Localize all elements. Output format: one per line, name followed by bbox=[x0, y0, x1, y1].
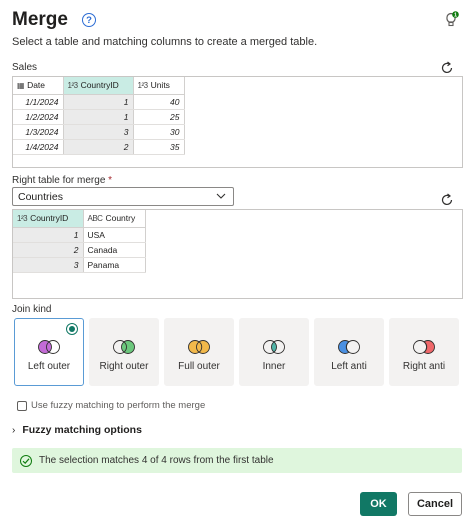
refresh-left-icon[interactable] bbox=[440, 61, 454, 75]
right-table-header-row bbox=[13, 210, 145, 227]
venn-inner-icon bbox=[262, 339, 286, 355]
refresh-right-icon[interactable] bbox=[440, 193, 454, 207]
cell-date: 1/4/2024 bbox=[13, 139, 63, 154]
ok-button[interactable]: OK bbox=[360, 492, 397, 516]
cell-country: Panama bbox=[83, 257, 145, 272]
join-option-label: Left anti bbox=[331, 361, 367, 372]
table-row bbox=[13, 227, 145, 242]
left-table-header-row bbox=[13, 77, 184, 94]
cell-units: 35 bbox=[133, 139, 184, 154]
cell-countryid: 3 bbox=[13, 257, 83, 272]
right-table-selected: Countries bbox=[18, 190, 63, 203]
chevron-right-icon: › bbox=[12, 424, 16, 436]
join-option-left-anti[interactable] bbox=[314, 318, 384, 386]
join-option-inner[interactable] bbox=[239, 318, 309, 386]
table-row bbox=[13, 242, 145, 257]
selected-radio-icon bbox=[66, 323, 78, 335]
cell-units: 30 bbox=[133, 124, 184, 139]
right-table-dropdown[interactable] bbox=[12, 187, 234, 206]
dialog-title: Merge bbox=[12, 9, 68, 30]
match-status-text: The selection matches 4 of 4 rows from the first table bbox=[39, 455, 274, 466]
column-header-country[interactable]: ABC Country bbox=[83, 210, 145, 227]
dialog-header bbox=[12, 9, 96, 31]
cell-countryid: 1 bbox=[63, 109, 133, 124]
join-option-label: Full outer bbox=[178, 361, 220, 372]
join-kind-label: Join kind bbox=[12, 304, 52, 315]
venn-right-anti-icon bbox=[412, 339, 436, 355]
join-option-label: Left outer bbox=[27, 361, 71, 372]
venn-left-anti-icon bbox=[337, 339, 361, 355]
left-table bbox=[13, 77, 185, 155]
venn-right-outer-icon bbox=[112, 339, 136, 355]
text-type-icon: ABC bbox=[87, 214, 103, 224]
fuzzy-matching-label: Use fuzzy matching to perform the merge bbox=[31, 400, 206, 411]
dialog-subtitle: Select a table and matching columns to create a merged table. bbox=[12, 36, 318, 48]
join-option-left-outer[interactable] bbox=[14, 318, 84, 386]
table-row bbox=[13, 94, 184, 109]
venn-left-outer-icon bbox=[37, 339, 61, 355]
join-option-label: Inner bbox=[262, 361, 286, 372]
number-type-icon: 1²3 bbox=[17, 214, 28, 224]
cell-date: 1/2/2024 bbox=[13, 109, 63, 124]
right-table-preview bbox=[12, 209, 463, 299]
join-kind-options bbox=[14, 318, 464, 386]
cancel-button[interactable]: Cancel bbox=[408, 492, 462, 516]
column-header-countryid[interactable]: 1²3 CountryID bbox=[13, 210, 83, 227]
cell-countryid: 1 bbox=[63, 94, 133, 109]
required-marker: * bbox=[108, 175, 113, 186]
column-header-date[interactable]: ▦ Date bbox=[13, 77, 63, 94]
right-table bbox=[13, 210, 146, 273]
join-option-right-outer[interactable] bbox=[89, 318, 159, 386]
cell-countryid: 2 bbox=[63, 139, 133, 154]
join-option-label: Right outer bbox=[99, 361, 149, 372]
column-header-units[interactable]: 1²3 Units bbox=[133, 77, 184, 94]
cell-date: 1/3/2024 bbox=[13, 124, 63, 139]
cell-countryid: 1 bbox=[13, 227, 83, 242]
join-option-label: Right anti bbox=[402, 361, 446, 372]
checkbox-box[interactable] bbox=[17, 401, 27, 411]
table-row bbox=[13, 109, 184, 124]
left-table-label: Sales bbox=[12, 62, 38, 73]
right-table-label: Right table for merge * bbox=[12, 175, 113, 186]
venn-full-outer-icon bbox=[187, 339, 211, 355]
fuzzy-options-toggle[interactable] bbox=[12, 424, 142, 436]
number-type-icon: 1²3 bbox=[67, 81, 78, 91]
column-header-countryid[interactable]: 1²3 CountryID bbox=[63, 77, 133, 94]
fuzzy-options-label: Fuzzy matching options bbox=[22, 424, 142, 436]
cell-country: Canada bbox=[83, 242, 145, 257]
chevron-down-icon bbox=[216, 191, 226, 201]
check-circle-icon bbox=[20, 455, 32, 467]
number-type-icon: 1²3 bbox=[137, 81, 148, 91]
cell-units: 40 bbox=[133, 94, 184, 109]
lightbulb-icon[interactable] bbox=[444, 11, 460, 29]
cell-units: 25 bbox=[133, 109, 184, 124]
join-option-full-outer[interactable] bbox=[164, 318, 234, 386]
cell-countryid: 3 bbox=[63, 124, 133, 139]
table-row bbox=[13, 257, 145, 272]
table-row bbox=[13, 124, 184, 139]
cell-countryid: 2 bbox=[13, 242, 83, 257]
join-option-right-anti[interactable] bbox=[389, 318, 459, 386]
table-row bbox=[13, 139, 184, 154]
fuzzy-matching-checkbox[interactable] bbox=[17, 400, 205, 411]
help-icon[interactable]: ? bbox=[82, 13, 96, 27]
cell-date: 1/1/2024 bbox=[13, 94, 63, 109]
match-status-banner bbox=[12, 448, 462, 473]
left-table-preview bbox=[12, 76, 463, 168]
lightbulb-badge: 1 bbox=[453, 12, 458, 19]
cell-country: USA bbox=[83, 227, 145, 242]
calendar-table-icon: ▦ bbox=[17, 81, 25, 91]
